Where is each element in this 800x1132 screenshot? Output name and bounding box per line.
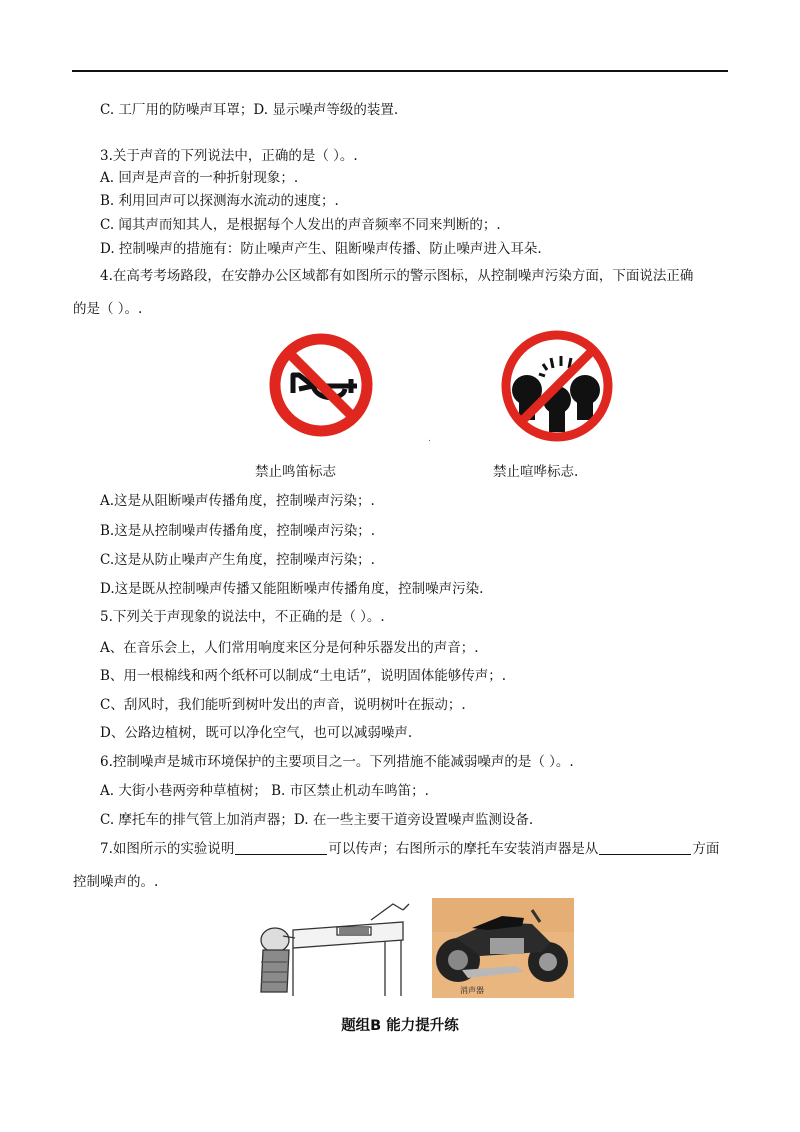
section-heading: 题组B 能力提升练 bbox=[341, 1018, 459, 1034]
caption-no-noise: 禁止喧哗标志. bbox=[493, 464, 579, 480]
option-5c: C、刮风时，我们能听到树叶发出的声音，说明树叶在振动；. bbox=[100, 697, 466, 713]
no-noise-sign-icon bbox=[499, 328, 615, 444]
no-horn-sign-icon bbox=[267, 331, 375, 439]
option-4b: B.这是从控制噪声传播角度，控制噪声污染；. bbox=[100, 523, 376, 539]
text-line: C. 工厂用的防噪声耳罩；D. 显示噪声等级的装置. bbox=[100, 102, 399, 118]
option-3c: C. 闻其声而知其人，是根据每个人发出的声音频率不同来判断的；. bbox=[100, 217, 501, 233]
option-5a: A、在音乐会上，人们常用响度来区分是何种乐器发出的声音；. bbox=[100, 640, 479, 656]
option-4a: A.这是从阻断噪声传播角度，控制噪声污染；. bbox=[100, 493, 375, 509]
table-experiment-figure bbox=[253, 900, 413, 1000]
question-7-part3: 方面 bbox=[692, 841, 720, 857]
option-4c: C.这是从防止噪声产生角度，控制噪声污染；. bbox=[100, 552, 375, 568]
question-7 bbox=[100, 840, 719, 858]
option-6ab: A. 大街小巷两旁种草植树； B. 市区禁止机动车鸣笛；. bbox=[100, 783, 429, 799]
muffler-label: 消声器 bbox=[460, 986, 484, 995]
answer-blank-1[interactable] bbox=[235, 840, 327, 855]
option-3a: A. 回声是声音的一种折射现象；. bbox=[100, 170, 299, 186]
caption-no-horn: 禁止鸣笛标志 bbox=[255, 464, 336, 480]
question-7-part1: 7.如图所示的实验说明 bbox=[100, 841, 235, 857]
option-3b: B. 利用回声可以探测海水流动的速度；. bbox=[100, 193, 339, 209]
option-3d: D. 控制噪声的措施有：防止噪声产生、阻断噪声传播、防止噪声进入耳朵. bbox=[100, 241, 542, 257]
option-5d: D、公路边植树，既可以净化空气，也可以减弱噪声. bbox=[100, 725, 413, 741]
option-5b: B、用一根棉线和两个纸杯可以制成“土电话”，说明固体能够传声；. bbox=[100, 668, 507, 684]
question-7-cont: 控制噪声的。. bbox=[73, 874, 159, 890]
question-6: 6.控制噪声是城市环境保护的主要项目之一。下列措施不能减弱噪声的是（ ）。. bbox=[100, 754, 574, 770]
question-4: 4.在高考考场路段，在安静办公区域都有如图所示的警示图标，从控制噪声污染方面，下面说法正确 bbox=[100, 268, 694, 284]
answer-blank-2[interactable] bbox=[599, 840, 691, 855]
stray-dot: . bbox=[428, 434, 431, 444]
question-7-part2: 可以传声；右图所示的摩托车安装消声器是从 bbox=[328, 841, 599, 857]
option-4d: D.这是既从控制噪声传播又能阻断噪声传播角度，控制噪声污染. bbox=[100, 581, 484, 597]
motorcycle-photo bbox=[432, 898, 574, 998]
question-4-cont: 的是（ ）。. bbox=[73, 301, 143, 317]
question-5: 5.下列关于声现象的说法中，不正确的是（ ）。. bbox=[100, 609, 385, 625]
header-rule bbox=[72, 70, 728, 72]
question-3: 3.关于声音的下列说法中，正确的是（ ）。. bbox=[100, 148, 358, 164]
option-6cd: C. 摩托车的排气管上加消声器；D. 在一些主要干道旁设置噪声监测设备. bbox=[100, 812, 534, 828]
